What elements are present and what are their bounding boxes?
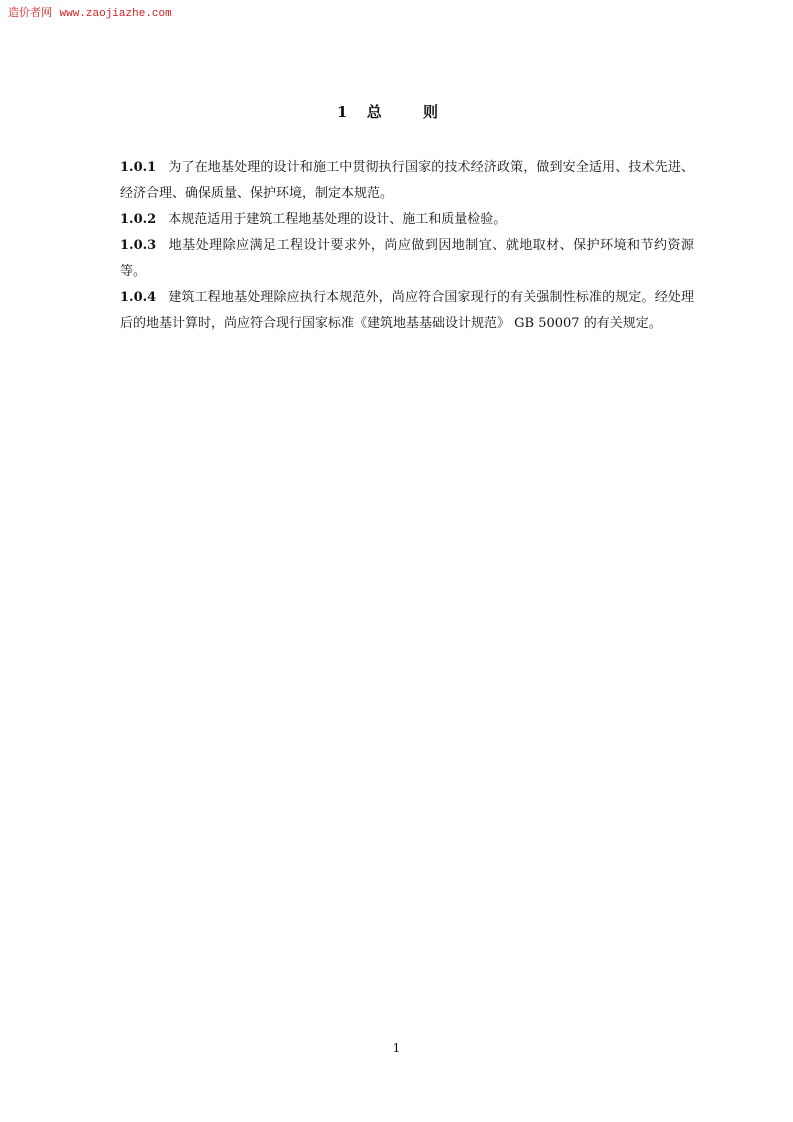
clause-number: 1.0.4	[120, 290, 157, 305]
page-number: 1	[392, 1041, 401, 1055]
clause-1-0-1	[120, 155, 694, 207]
document-body	[120, 155, 694, 337]
chapter-title	[0, 102, 793, 122]
chapter-name: 总 则	[366, 103, 456, 121]
watermark-url: www.zaojiazhe.com	[59, 8, 172, 20]
clause-1-0-2	[120, 207, 694, 233]
clause-number: 1.0.1	[120, 160, 157, 175]
watermark-site-name: 造价者网	[8, 6, 52, 19]
clause-number: 1.0.2	[120, 212, 157, 227]
clause-1-0-4	[120, 285, 694, 337]
chapter-number: 1	[337, 103, 348, 121]
clause-text: 本规范适用于建筑工程地基处理的设计、施工和质量检验。	[168, 212, 507, 227]
clause-number: 1.0.3	[120, 238, 157, 253]
clause-text: 建筑工程地基处理除应执行本规范外，尚应符合国家现行的有关强制性标准的规定。经处理后的地基计算时，尚应符合现行国家标准《建筑地基基础设计规范》 GB 50007 的有关规定。	[120, 290, 694, 331]
clause-1-0-3	[120, 233, 694, 285]
watermark	[8, 6, 172, 21]
clause-text: 地基处理除应满足工程设计要求外，尚应做到因地制宜、就地取材、保护环境和节约资源等。	[120, 238, 694, 279]
clause-text: 为了在地基处理的设计和施工中贯彻执行国家的技术经济政策，做到安全适用、技术先进、经济合理、确保质量、保护环境，制定本规范。	[120, 160, 694, 201]
